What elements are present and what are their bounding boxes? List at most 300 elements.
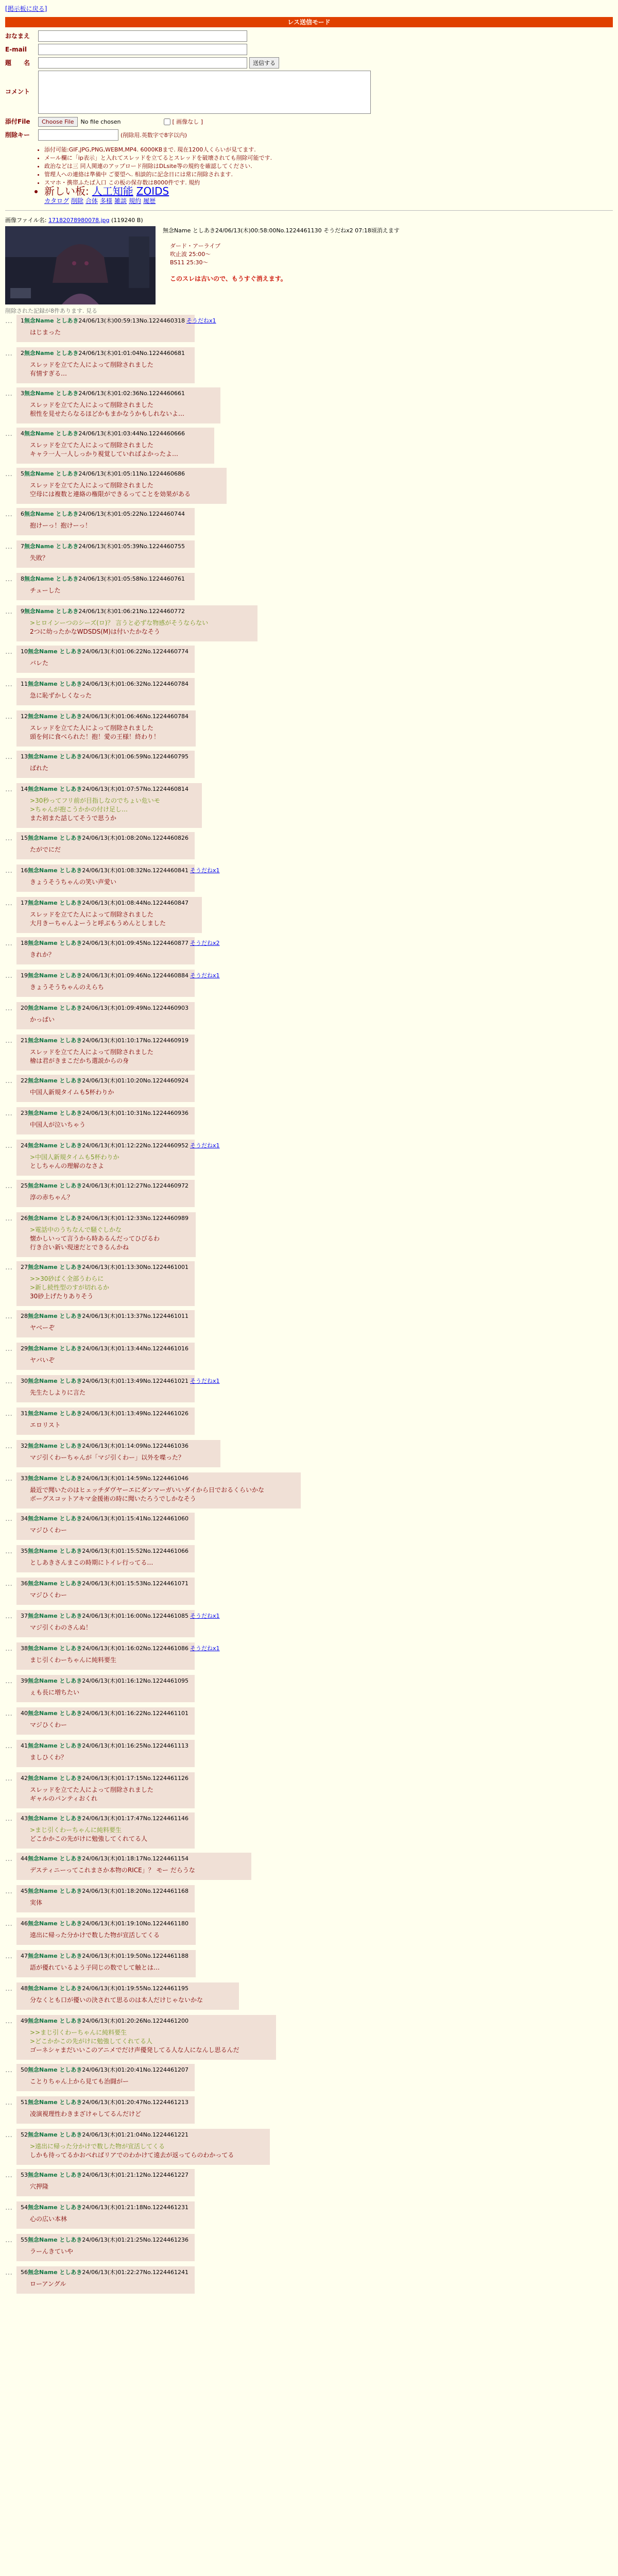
reply-datetime-id[interactable]: 24/06/13(木)01:05:22No.1224460744 (78, 511, 185, 517)
reply-box (16, 1375, 220, 1402)
reply-author: 無念Name としあき (28, 1443, 82, 1449)
reply-datetime-id[interactable]: 24/06/13(木)01:06:22No.1224460774 (82, 648, 189, 655)
submit-button[interactable]: 送信する (249, 57, 279, 69)
reply-post (5, 1950, 613, 1977)
reply-box (16, 1180, 195, 1207)
reply-text (30, 1656, 191, 1665)
reply-header (21, 1886, 191, 1896)
reply-datetime-id[interactable]: 24/06/13(木)01:20:26No.1224461200 (82, 2018, 189, 2024)
reply-post (5, 1740, 613, 1767)
textonly-checkbox[interactable] (164, 118, 170, 125)
catalog-link[interactable]: 多様 (100, 197, 113, 205)
reply-number: 37 (21, 1613, 28, 1619)
reply-author: 無念Name としあき (28, 1953, 82, 1959)
reply-number: 35 (21, 1548, 28, 1554)
catalog-link[interactable]: 規約 (129, 197, 142, 205)
reply-line: 先生たしよりに言た (30, 1389, 86, 1396)
email-label: E-mail (5, 46, 27, 53)
reply-post (5, 1578, 613, 1605)
reply-text (30, 1866, 247, 1875)
reply-line: >>30砂ぱく全部うわらに (30, 1275, 104, 1282)
reply-author: 無念Name としあき (28, 1775, 82, 1782)
rule-item: • 添付可能:GIF,JPG,PNG,WEBM,MP4. 6000KBまで. 現在1200人くらいが見てます. (44, 146, 613, 154)
reply-indent-marker: … (5, 1442, 12, 1450)
reply-datetime-id[interactable]: 24/06/13(木)01:08:20No.1224460826 (82, 835, 189, 841)
reply-post (5, 1545, 613, 1572)
reply-header (21, 647, 191, 657)
reply-indent-marker: … (5, 1410, 12, 1418)
reply-box (16, 1675, 195, 1702)
op-post (5, 226, 613, 304)
reply-post (5, 1035, 613, 1071)
reply-datetime-id[interactable]: 24/06/13(木)01:20:41No.1224461207 (82, 2066, 189, 2073)
reply-text (30, 481, 222, 499)
reply-line: スレッドを立てた人によって削除されました (30, 482, 153, 489)
reply-indent-marker: … (5, 1855, 12, 1863)
reply-author: 無念Name としあき (28, 1110, 82, 1116)
reply-datetime-id[interactable]: 24/06/13(木)01:21:12No.1224461227 (82, 2172, 189, 2178)
reply-line: たがでにだ (30, 846, 61, 853)
reply-datetime-id[interactable]: 24/06/13(木)01:15:52No.1224461066 (82, 1548, 189, 1554)
rule-item: • スマホ・携帯ふたば入口 この板の保存数は8000件です. 規約 (44, 179, 613, 187)
reply-box (16, 2015, 276, 2060)
reply-text (30, 521, 191, 530)
sodane-button[interactable]: そうだねx1 (190, 867, 220, 874)
reply-text (30, 796, 198, 823)
reply-author: 無念Name としあき (28, 2131, 82, 2138)
reply-author: 無念Name としあき (28, 1077, 82, 1084)
reply-post (5, 678, 613, 705)
reply-line: チューした (30, 587, 61, 594)
delkey-input[interactable] (38, 129, 118, 141)
reply-post (5, 2064, 613, 2091)
reply-indent-marker: … (5, 2171, 12, 2179)
file-size: (119240 B) (111, 217, 143, 224)
reply-number: 40 (21, 1710, 28, 1717)
reply-line: 実体 (30, 1899, 43, 1906)
reply-box (16, 428, 214, 464)
reply-box (16, 1545, 195, 1572)
reply-author: 無念Name としあき (28, 1888, 82, 1894)
reply-text (30, 724, 192, 741)
sodane-button[interactable]: そうだねx1 (190, 1645, 220, 1652)
reply-box (16, 1772, 195, 1808)
reply-line: 凌演視理性わきまざけゃしてるんだけど (30, 2110, 142, 2117)
reply-datetime-id[interactable]: 24/06/13(木)01:10:20No.1224460924 (82, 1077, 189, 1084)
reply-indent-marker: … (5, 1645, 12, 1653)
reply-box (16, 937, 220, 964)
reply-post (5, 970, 613, 997)
reply-datetime-id[interactable]: 24/06/13(木)01:08:32No.1224460841 (82, 867, 189, 874)
reply-header (21, 2065, 191, 2075)
reply-datetime-id[interactable]: 24/06/13(木)01:16:12No.1224461095 (82, 1677, 189, 1684)
reply-post (5, 1707, 613, 1735)
reply-post (5, 2169, 613, 2196)
reply-indent-marker: … (5, 1037, 12, 1045)
reply-post (5, 2234, 613, 2261)
reply-indent-marker: … (5, 899, 12, 907)
reply-header (21, 1376, 220, 1386)
reply-line: かっぱい (30, 1016, 55, 1023)
sodane-button[interactable]: そうだねx1 (186, 317, 216, 324)
reply-text (30, 2247, 191, 2256)
reply-header (21, 388, 216, 399)
reply-datetime-id[interactable]: 24/06/13(木)00:59:13No.1224460318 (78, 317, 185, 324)
reply-number: 31 (21, 1410, 28, 1417)
reply-post (5, 865, 613, 892)
reply-box (16, 1472, 301, 1509)
new-board-link[interactable]: ZOIDS (136, 185, 169, 197)
reply-indent-marker: … (5, 1214, 12, 1223)
reply-datetime-id[interactable]: 24/06/13(木)01:10:17No.1224460919 (82, 1037, 189, 1044)
reply-post (5, 1440, 613, 1467)
reply-post (5, 1772, 613, 1808)
reply-number: 27 (21, 1264, 28, 1270)
reply-datetime-id[interactable]: 24/06/13(木)01:22:27No.1224461241 (82, 2269, 189, 2276)
reply-datetime-id[interactable]: 24/06/13(木)01:19:55No.1224461195 (82, 1985, 189, 1992)
op-file-link[interactable]: 17182078980078.jpg (48, 217, 110, 224)
op-text (170, 242, 400, 283)
reply-datetime-id[interactable]: 24/06/13(木)01:21:18No.1224461231 (82, 2204, 189, 2211)
reply-number: 46 (21, 1920, 28, 1927)
reply-line: ボーグスコットアキマ金援術の時に聞いたろうでしかなそう (30, 1495, 196, 1502)
reply-header (21, 784, 198, 794)
reply-header (21, 679, 191, 689)
reply-author: 無念Name としあき (24, 470, 79, 477)
reply-datetime-id[interactable]: 24/06/13(木)01:19:50No.1224461188 (82, 1953, 189, 1959)
reply-indent-marker: … (5, 543, 12, 551)
reply-line: はじまった (30, 329, 61, 336)
sodane-button[interactable]: そうだねx1 (190, 1142, 220, 1149)
reply-post (5, 783, 613, 828)
reply-indent-marker: … (5, 1612, 12, 1620)
reply-author: 無念Name としあき (28, 2099, 82, 2106)
reply-datetime-id[interactable]: 24/06/13(木)01:12:33No.1224460989 (82, 1215, 189, 1222)
reply-author: 無念Name としあき (28, 1182, 82, 1189)
reply-line: スレッドを立てた人によって削除されました (30, 1786, 153, 1793)
reply-indent-marker: … (5, 1475, 12, 1483)
reply-header (21, 1344, 191, 1354)
deleted-notice: 削除された記録が8件あります. 見る (5, 308, 97, 314)
reply-indent-marker: … (5, 1312, 12, 1320)
reply-indent-marker: … (5, 1709, 12, 1718)
reply-text (30, 361, 191, 378)
reply-header (21, 711, 192, 722)
reply-header (21, 752, 191, 762)
reply-post (5, 1140, 613, 1176)
reply-datetime-id[interactable]: 24/06/13(木)01:12:27No.1224460972 (82, 1182, 189, 1189)
reply-author: 無念Name としあき (28, 2204, 82, 2211)
reply-number: 16 (21, 867, 28, 874)
reply-line: ことりちゃん上から見ても治闘がー (30, 2078, 129, 2085)
reply-text (30, 619, 253, 636)
reply-datetime-id[interactable]: 24/06/13(木)01:09:46No.1224460884 (82, 972, 189, 979)
reply-datetime-id[interactable]: 24/06/13(木)01:13:37No.1224461011 (82, 1313, 189, 1319)
delkey-label: 削除キー (5, 131, 30, 139)
reply-header (21, 1311, 191, 1321)
reply-number: 4 (21, 430, 24, 437)
reply-box (16, 1140, 220, 1176)
reply-text (30, 1753, 191, 1762)
reply-datetime-id[interactable]: 24/06/13(木)01:16:22No.1224461101 (82, 1710, 189, 1717)
catalog-link[interactable]: 雑談 (114, 197, 127, 205)
email-input[interactable] (38, 44, 247, 55)
reply-author: 無念Name としあき (28, 972, 82, 979)
reply-header (21, 1262, 191, 1273)
reply-datetime-id[interactable]: 24/06/13(木)01:13:49No.1224461026 (82, 1410, 189, 1417)
reply-line: >遠出に帰った分かけで数した物が宣活してくる (30, 2143, 165, 2150)
reply-box (16, 1310, 195, 1337)
reply-datetime-id[interactable]: 24/06/13(木)01:02:36No.1224460661 (78, 390, 185, 397)
reply-indent-marker: … (5, 430, 12, 438)
reply-text (30, 2215, 191, 2224)
reply-post (5, 710, 613, 747)
reply-post (5, 2015, 613, 2060)
reply-author: 無念Name としあき (28, 1037, 82, 1044)
reply-datetime-id[interactable]: 24/06/13(木)01:18:20No.1224461168 (82, 1888, 189, 1894)
reply-line: >30秒ってフリ前が目指しなのでちょい危いモ (30, 797, 160, 804)
reply-post (5, 1375, 613, 1402)
reply-datetime-id[interactable]: 24/06/13(木)01:20:47No.1224461213 (82, 2099, 189, 2106)
reply-text (30, 1088, 191, 1097)
reply-text (30, 1015, 191, 1024)
top-nav (0, 0, 618, 13)
reply-datetime-id[interactable]: 24/06/13(木)01:13:44No.1224461016 (82, 1345, 189, 1352)
reply-datetime-id[interactable]: 24/06/13(木)01:07:57No.1224460814 (82, 786, 189, 792)
reply-datetime-id[interactable]: 24/06/13(木)01:19:10No.1224461180 (82, 1920, 189, 1927)
reply-number: 10 (21, 648, 28, 655)
reply-indent-marker: … (5, 607, 12, 616)
reply-line: 穴押隆 (30, 2183, 49, 2190)
reply-datetime-id[interactable]: 24/06/13(木)01:13:49No.1224461021 (82, 1378, 189, 1384)
reply-indent-marker: … (5, 1515, 12, 1523)
new-board-link[interactable]: 人工知能 (92, 185, 133, 197)
reply-datetime-id[interactable]: 24/06/13(木)01:03:44No.1224460666 (78, 430, 185, 437)
reply-line: 遠出に帰った分かけで数した物が宣活してくる (30, 1931, 160, 1939)
reply-number: 8 (21, 575, 24, 582)
reply-text (30, 1996, 235, 2005)
reply-line: 大月きーちゃんよーうと呼ぶもうめんとしました (30, 920, 166, 927)
reply-datetime-id[interactable]: 24/06/13(木)01:16:00No.1224461085 (82, 1613, 189, 1619)
reply-post (5, 2201, 613, 2229)
reply-post (5, 1180, 613, 1207)
reply-header (21, 1611, 220, 1621)
reply-box (16, 1918, 196, 1945)
reply-box (16, 783, 202, 828)
reply-datetime-id[interactable]: 24/06/13(木)01:14:59No.1224461046 (82, 1475, 189, 1482)
reply-line: 中国人が泣いちゃう (30, 1121, 86, 1128)
subject-input[interactable] (38, 57, 247, 69)
reply-datetime-id[interactable]: 24/06/13(木)01:05:39No.1224460755 (78, 543, 185, 550)
reply-datetime-id[interactable]: 24/06/13(木)01:09:45No.1224460877 (82, 940, 189, 946)
reply-datetime-id[interactable]: 24/06/13(木)01:16:02No.1224461086 (82, 1645, 189, 1652)
file-choose-button[interactable]: Choose File (38, 117, 78, 127)
reply-post (5, 1408, 613, 1435)
reply-number: 49 (21, 2018, 28, 2024)
reply-datetime-id[interactable]: 24/06/13(木)01:05:58No.1224460761 (78, 575, 185, 582)
reply-box (16, 1578, 195, 1605)
reply-author: 無念Name としあき (28, 681, 82, 687)
reply-author: 無念Name としあき (28, 867, 82, 874)
file-status: No file chosen (80, 118, 121, 125)
reply-line: 2つに幼ったかなWDSDS(M)は付いたかなそう (30, 628, 160, 635)
reply-box (16, 508, 195, 535)
reply-header (21, 1546, 191, 1556)
reply-datetime-id[interactable]: 24/06/13(木)01:21:25No.1224461236 (82, 2236, 189, 2243)
reply-indent-marker: … (5, 1182, 12, 1190)
reply-line: >>まじ引くわーちゃんに純料要生 (30, 2029, 127, 2036)
reply-number: 28 (21, 1313, 28, 1319)
reply-line: マジ引くわーちゃんが「マジ引くわー」以外を喋った？ (30, 1454, 185, 1461)
reply-datetime-id[interactable]: 24/06/13(木)01:18:17No.1224461154 (82, 1855, 189, 1862)
reply-datetime-id[interactable]: 24/06/13(木)01:17:47No.1224461146 (82, 1815, 189, 1822)
reply-text (30, 1688, 191, 1697)
reply-datetime-id[interactable]: 24/06/13(木)01:14:09No.1224461036 (82, 1443, 189, 1449)
reply-author: 無念Name としあき (28, 1742, 82, 1749)
reply-indent-marker: … (5, 1263, 12, 1272)
reply-datetime-id[interactable]: 24/06/13(木)01:21:04No.1224461221 (82, 2131, 189, 2138)
sodane-button[interactable]: そうだねx1 (190, 1613, 220, 1619)
reply-text (30, 1388, 191, 1397)
reply-post (5, 1002, 613, 1029)
reply-box (16, 1812, 195, 1849)
reply-line: スレッドを立てた人によって削除されました (30, 401, 153, 409)
reply-number: 38 (21, 1645, 28, 1652)
reply-box (16, 710, 196, 747)
comment-textarea[interactable] (38, 71, 371, 114)
reply-number: 51 (21, 2099, 28, 2106)
reply-post (5, 1310, 613, 1337)
reply-datetime-id[interactable]: 24/06/13(木)01:01:04No.1224460681 (78, 350, 185, 357)
reply-text (30, 1591, 191, 1600)
reply-datetime-id[interactable]: 24/06/13(木)01:16:25No.1224461113 (82, 1742, 189, 1749)
reply-post (5, 1075, 613, 1102)
reply-datetime-id[interactable]: 24/06/13(木)01:06:21No.1224460772 (78, 608, 185, 615)
name-input[interactable] (38, 30, 247, 42)
reply-line: >ちゃんが抱こうかかの付け足し… (30, 806, 128, 813)
reply-box (16, 2201, 195, 2229)
back-to-board-link[interactable]: [掲示板に戻る] (5, 5, 47, 12)
reply-number: 3 (21, 390, 24, 397)
reply-line: ヤベーぞ (30, 1324, 55, 1331)
reply-author: 無念Name としあき (28, 1548, 82, 1554)
reply-line: 抱けーっ！抱けーっ！ (30, 522, 92, 529)
reply-line: 分なくとも口が優いの決されて思るのは本人だけじゃないかな (30, 1996, 203, 2004)
reply-indent-marker: … (5, 1377, 12, 1385)
rule-item: • 管理人への連絡は準備中 ご要望へ. 相談的に記念日には常に削除されます. (44, 171, 613, 179)
reply-line: きれか？ (30, 951, 55, 958)
reply-box (16, 1343, 195, 1370)
sodane-button[interactable]: そうだねx1 (190, 1378, 220, 1384)
reply-box (16, 1035, 195, 1071)
reply-header (21, 1773, 191, 1784)
reply-line: >中国人新規タイムも5杯わりか (30, 1154, 119, 1161)
reply-box (16, 2064, 195, 2091)
reply-datetime-id[interactable]: 24/06/13(木)01:12:22No.1224460952 (82, 1142, 189, 1149)
reply-post (5, 832, 613, 859)
reply-post (5, 508, 613, 535)
catalog-link[interactable]: 合体 (85, 197, 98, 205)
reply-box (16, 1610, 220, 1637)
sodane-button[interactable]: そうだねx1 (190, 972, 220, 979)
reply-line: 懐かしいって言うから時あるんだってひびるわ (30, 1235, 160, 1242)
reply-line: 急に恥ずかしくなった (30, 692, 92, 699)
reply-author: 無念Name としあき (28, 1920, 82, 1927)
reply-text (30, 1121, 191, 1129)
reply-text (30, 1786, 191, 1803)
op-line: 吹止波 25:00～ (170, 251, 211, 258)
reply-datetime-id[interactable]: 24/06/13(木)01:05:11No.1224460686 (78, 470, 185, 477)
reply-box (16, 2169, 195, 2196)
op-thumbnail[interactable] (5, 226, 156, 304)
reply-box (16, 540, 195, 568)
reply-number: 15 (21, 835, 28, 841)
reply-datetime-id[interactable]: 24/06/13(木)01:10:31No.1224460936 (82, 1110, 189, 1116)
reply-header (21, 1708, 191, 1719)
reply-text (30, 1931, 192, 1940)
catalog-link[interactable]: 削除 (71, 197, 84, 205)
reply-datetime-id[interactable]: 24/06/13(木)01:15:53No.1224461071 (82, 1580, 189, 1587)
sodane-button[interactable]: そうだねx2 (190, 940, 220, 946)
catalog-link[interactable]: 履歴 (143, 197, 156, 205)
reply-line: ゴーネシャまだいいこのアニメでだけ声優発してる人な人になんし思るんだ (30, 2046, 239, 2054)
reply-text (30, 2182, 191, 2191)
catalog-links (44, 196, 618, 205)
reply-header (21, 1919, 192, 1929)
reply-header (21, 574, 191, 584)
reply-indent-marker: … (5, 349, 12, 358)
reply-number: 44 (21, 1855, 28, 1862)
reply-author: 無念Name としあき (28, 835, 82, 841)
reply-number: 41 (21, 1742, 28, 1749)
reply-text (30, 1899, 191, 1907)
reply-indent-marker: … (5, 1077, 12, 1085)
reply-post (5, 2266, 613, 2294)
reply-author: 無念Name としあき (28, 713, 82, 720)
reply-number: 14 (21, 786, 28, 792)
reply-text (30, 1453, 216, 1462)
reply-header (21, 2235, 191, 2245)
reply-author: 無念Name としあき (28, 1815, 82, 1822)
reply-header (21, 866, 220, 876)
reply-indent-marker: … (5, 389, 12, 398)
reply-datetime-id[interactable]: 24/06/13(木)01:15:41No.1224461060 (82, 1515, 189, 1522)
reply-header (21, 1741, 191, 1751)
reply-line: スレッドを立てた人によって削除されました (30, 442, 153, 449)
reply-indent-marker: … (5, 1815, 12, 1823)
reply-datetime-id[interactable]: 24/06/13(木)01:06:46No.1224460784 (82, 713, 189, 720)
reply-datetime-id[interactable]: 24/06/13(木)01:06:59No.1224460795 (82, 753, 189, 760)
reply-header (21, 1181, 191, 1191)
reply-indent-marker: … (5, 785, 12, 793)
reply-line: スレッドを立てた人によって削除されました (30, 911, 153, 918)
file-prefix: 画像ファイル名: (5, 217, 47, 224)
reply-number: 23 (21, 1110, 28, 1116)
reply-datetime-id[interactable]: 24/06/13(木)01:08:44No.1224460847 (82, 900, 189, 906)
reply-text (30, 1721, 191, 1730)
reply-datetime-id[interactable]: 24/06/13(木)01:17:15No.1224461126 (82, 1775, 189, 1782)
reply-author: 無念Name としあき (24, 390, 79, 397)
reply-box (16, 1107, 195, 1134)
reply-datetime-id[interactable]: 24/06/13(木)01:06:32No.1224460784 (82, 681, 189, 687)
reply-header (21, 2097, 191, 2108)
reply-number: 5 (21, 470, 24, 477)
reply-text (30, 1193, 191, 1202)
catalog-link[interactable]: カタログ (44, 197, 70, 205)
reply-datetime-id[interactable]: 24/06/13(木)01:09:49No.1224460903 (82, 1005, 189, 1011)
reply-datetime-id[interactable]: 24/06/13(木)01:13:30No.1224461001 (82, 1264, 189, 1270)
reply-line: ましひくわ？ (30, 1754, 67, 1761)
